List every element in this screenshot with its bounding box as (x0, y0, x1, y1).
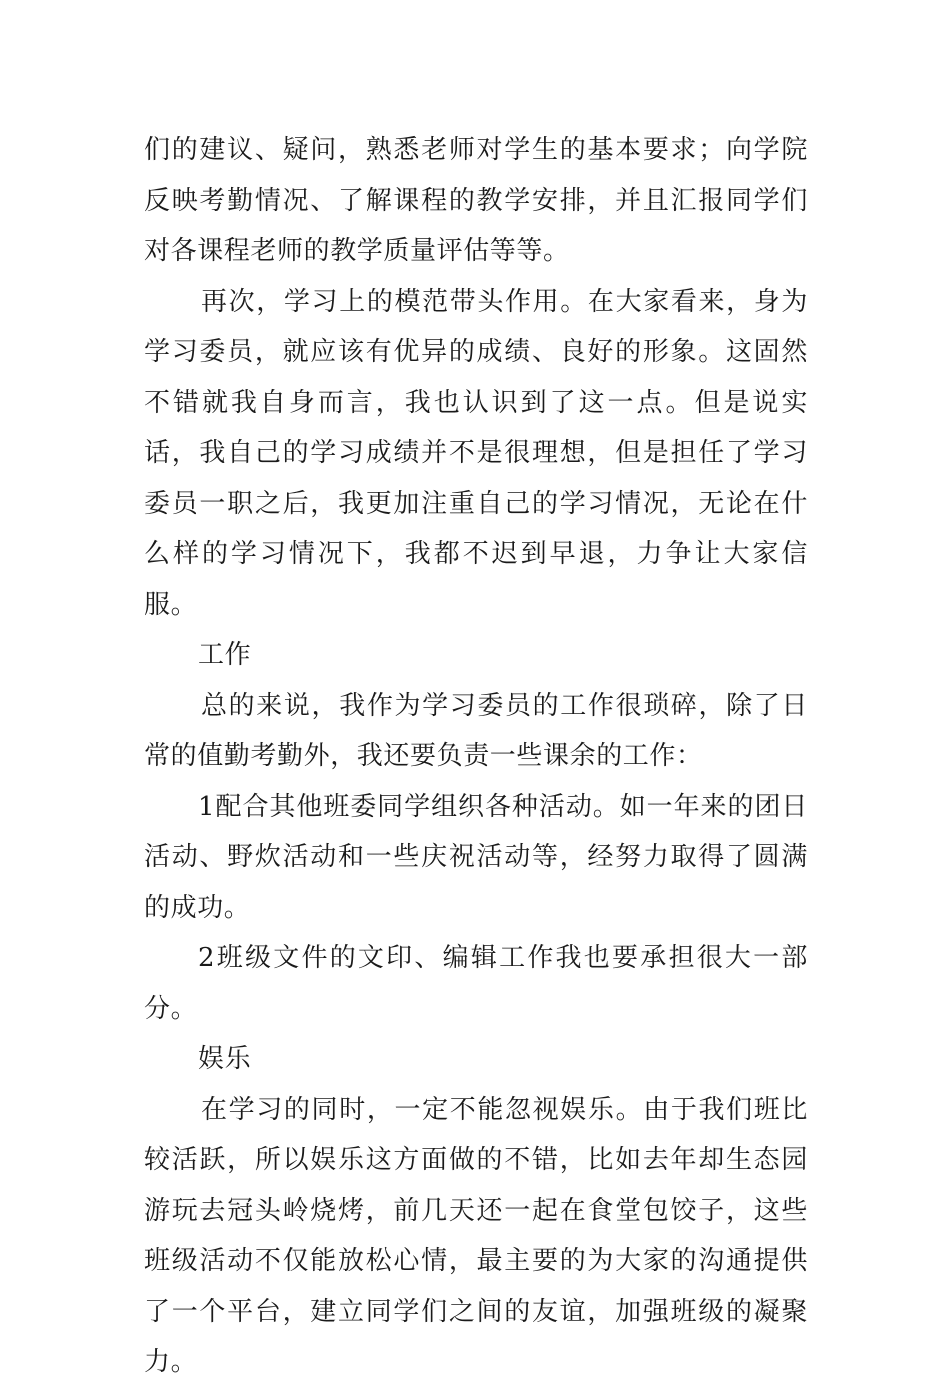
paragraph-continuation: 们的建议、疑问，熟悉老师对学生的基本要求；向学院反映考勤情况、了解课程的教学安排，并且汇报同学们对各课程老师的教学质量评估等等。 (144, 135, 808, 266)
section-heading-work: 工作 (198, 640, 252, 670)
paragraph-role-model: 再次，学习上的模范带头作用。在大家看来，身为学习委员，就应该有优异的成绩、良好的形象。这固然不错就我自身而言，我也认识到了这一点。但是说实话，我自己的学习成绩并不是很理想，但是担任了学习委员一职之后，我更加注重自己的学习情况，无论在什么样的学习情况下，我都不迟到早退，力争让大家信服。 (144, 286, 808, 620)
paragraph-work-summary: 总的来说，我作为学习委员的工作很琐碎，除了日常的值勤考勤外，我还要负责一些课余的工作： (144, 690, 808, 771)
section-heading-entertainment: 娱乐 (198, 1044, 252, 1074)
paragraph-item-1: 1配合其他班委同学组织各种活动。如一年来的团日活动、野炊活动和一些庆祝活动等，经努力取得了圆满的成功。 (144, 791, 808, 923)
paragraph-item-2: 2班级文件的文印、编辑工作我也要承担很大一部分。 (144, 943, 808, 1024)
document-body (144, 125, 808, 1388)
paragraph-entertainment: 在学习的同时，一定不能忽视娱乐。由于我们班比较活跃，所以娱乐这方面做的不错，比如去年却生态园游玩去冠头岭烧烤，前几天还一起在食堂包饺子，这些班级活动不仅能放松心情，最主要的为大家的沟通提供了一个平台，建立同学们之间的友谊，加强班级的凝聚力。 (144, 1094, 808, 1377)
